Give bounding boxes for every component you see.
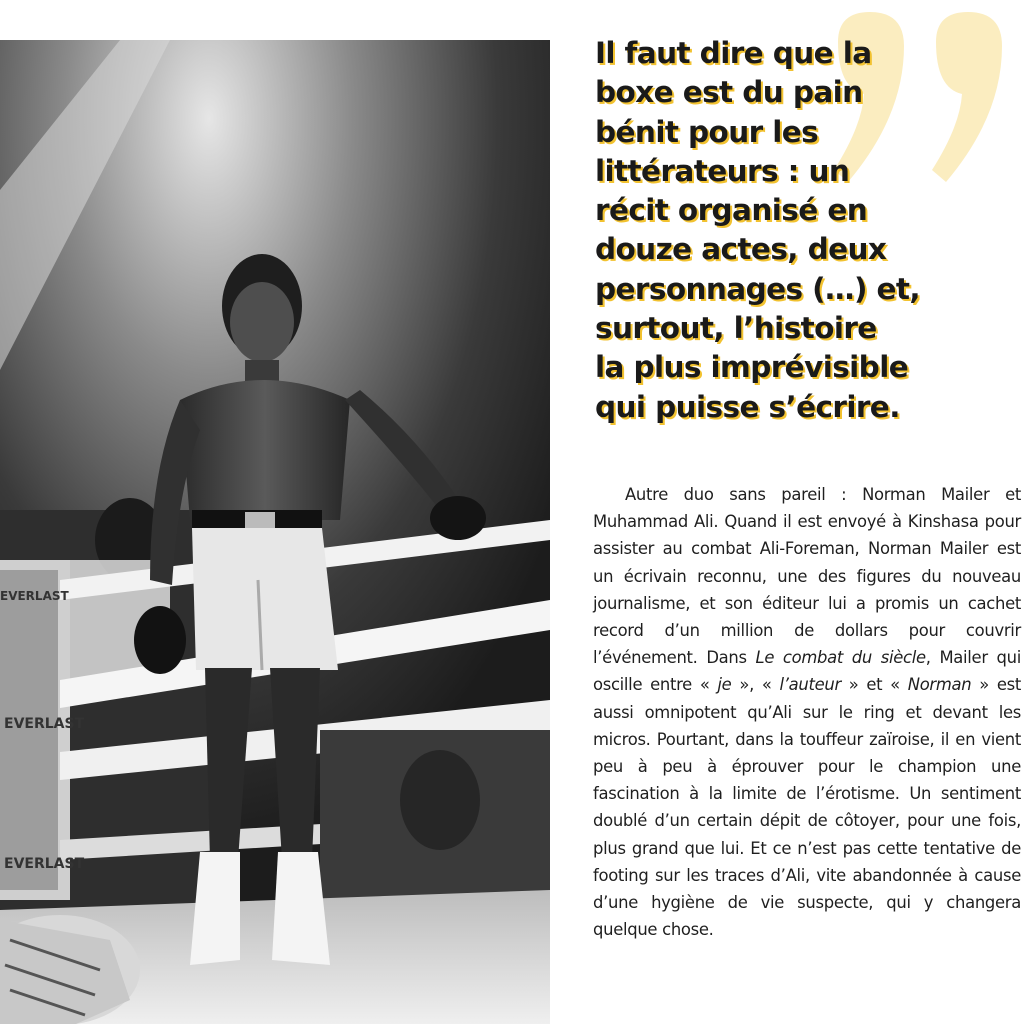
- article-text: , Mailer qui oscille entre «: [593, 648, 1022, 695]
- pull-quote-line: Il faut dire que la: [595, 36, 872, 70]
- quoted-word: je: [717, 675, 732, 695]
- pull-quote-line: littérateurs : un: [595, 153, 850, 188]
- ring-logo-text: EVERLAST: [4, 856, 85, 872]
- pull-quote-line: surtout, l’histoire: [595, 311, 877, 346]
- article-paragraph: [593, 481, 1021, 943]
- pull-quote-line: douze actes, deux: [595, 232, 887, 267]
- article-text: Autre duo sans pareil : Norman Mailer et Muhammad Ali. Quand il est envoyé à Kinshasa pour assister au combat Ali-Foreman, Norman Mailer est un écrivain reconnu, une des figures du nouveau journalisme, et son éditeur lui a promis un cachet record d’un million de dollars pour couvrir l’événement. Dans: [593, 485, 1021, 668]
- quoted-word: l’auteur: [779, 675, 841, 695]
- pull-quote-line: la plus imprévisible: [595, 350, 909, 385]
- pull-quote-line: récit organisé en: [595, 193, 868, 228]
- pull-quote-line: bénit pour les: [595, 114, 819, 149]
- article-text: », «: [731, 675, 780, 695]
- pull-quote-line: qui puisse s’écrire.: [595, 389, 900, 424]
- article-text: » et «: [840, 675, 908, 695]
- book-title: Le combat du siècle: [755, 648, 926, 668]
- boxing-photo: [0, 40, 550, 1024]
- ring-logo-text: EVERLAST: [0, 589, 69, 603]
- pull-quote: [595, 34, 1024, 427]
- boxing-photo-image: [0, 40, 550, 1024]
- article-text: » est aussi omnipotent qu’Ali sur le ring et devant les micros. Pourtant, dans la touffeur zaïroise, il en vient peu à peu à éprouver pour le champion une fascination à la limite de l’érotisme. Un sentiment doublé d’un certain dépit de côtoyer, pour une fois, plus grand que lui. Et ce n’est pas cette tentative de footing sur les traces d’Ali, vite abandonnée à cause d’une hygiène de vie suspecte, qui y changera quelque chose.: [593, 675, 1021, 940]
- pull-quote-line: personnages (…) et,: [595, 271, 921, 306]
- ring-logo-text: EVERLAST: [4, 716, 85, 732]
- quoted-word: Norman: [907, 675, 972, 695]
- pull-quote-line: boxe est du pain: [595, 75, 863, 110]
